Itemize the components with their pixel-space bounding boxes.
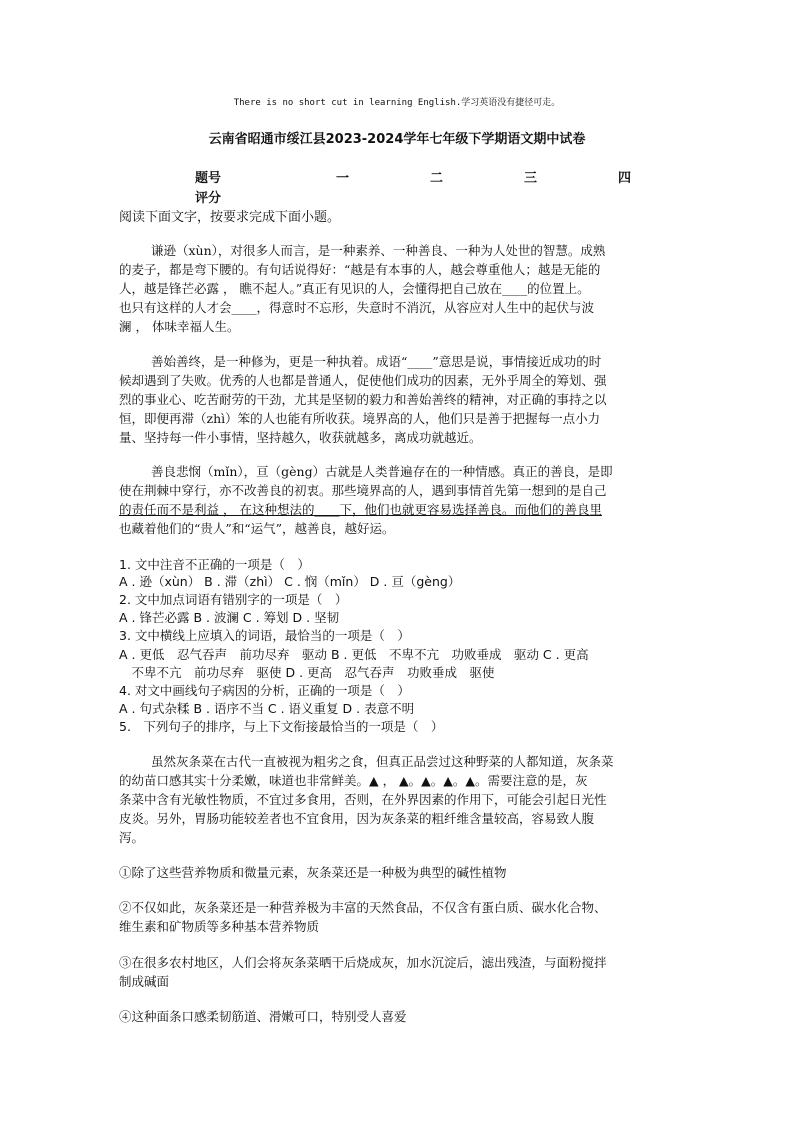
passage-2-line: 泻。 bbox=[119, 830, 145, 845]
passage-2-line: 的幼苗口感其实十分柔嫩，味道也非常鲜美。▲ ， ▲。▲。▲。▲。需要注意的是，灰 bbox=[119, 773, 588, 788]
passage-line: 也只有这样的人才会____，得意时不忘形，失意时不消沉，从容应对人生中的起伏与波 bbox=[119, 300, 595, 315]
passage-line: 善始善终，是一种修为，更是一种执着。成语“____”意思是说，事情接近成功的时 bbox=[151, 354, 602, 369]
question-4-options: A . 句式杂糅 B . 语序不当 C . 语义重复 D . 表意不明 bbox=[119, 701, 415, 716]
passage-line: 人，越是锋芒必露 ， 瞧不起人。”真正有见识的人，会懂得把自己放在____的位置上。 bbox=[119, 281, 590, 296]
passage-line-underlined: 的责任而不是利益 ， 在这种想法的____下，他们也就更容易选择善良。而他们的善良里 bbox=[119, 502, 602, 517]
passage-line: 谦逊（xùn），对很多人而言，是一种素养、一种善良、一种为人处世的智慧。成熟 bbox=[151, 243, 606, 258]
question-4-stem: 4. 对文中画线句子病因的分析，正确的一项是（ ） bbox=[119, 683, 410, 698]
sentence-2-continued: 维生素和矿物质等多种基本营养物质 bbox=[119, 919, 320, 934]
sentence-3: ③在很多农村地区，人们会将灰条菜晒干后烧成灰，加水沉淀后，滤出残渣，与面粉搅拌 bbox=[119, 955, 607, 970]
passage-line: 恒，即便再滞（zhì）笨的人也能有所收获。境界高的人，他们只是善于把握每一点小力 bbox=[119, 411, 601, 426]
score-table-row-label: 题号 bbox=[195, 171, 222, 186]
question-3-options: A . 更低 忍气吞声 前功尽弃 驱动 B . 更低 不卑不亢 功败垂成 驱动 C . 更高 bbox=[119, 647, 589, 662]
question-2-options: A . 锋芒必露 B . 波澜 C . 筹划 D . 坚韧 bbox=[119, 610, 340, 625]
sentence-4: ④这种面条口感柔韧筋道、滑嫩可口，特别受人喜爱 bbox=[119, 1009, 407, 1024]
score-table-col-4: 四 bbox=[618, 171, 632, 186]
passage-line: 澜 ， 体味幸福人生。 bbox=[119, 319, 240, 334]
sentence-2: ②不仅如此，灰条菜还是一种营养极为丰富的天然食品，不仅含有蛋白质、碳水化合物、 bbox=[119, 900, 607, 915]
passage-line: 候却遇到了失败。优秀的人也都是普通人，促使他们成功的因素，无外乎周全的筹划、强 bbox=[119, 373, 607, 388]
score-table-col-3: 三 bbox=[524, 171, 538, 186]
passage-line: 烈的事业心、吃苦耐劳的干劲，尤其是坚韧的毅力和善始善终的精神，对正确的事持之以 bbox=[119, 392, 607, 407]
passage-2-line: 皮炎。另外，胃肠功能较差者也不宜食用，因为灰条菜的粗纤维含量较高，容易致人腹 bbox=[119, 811, 595, 826]
score-table-col-2: 二 bbox=[430, 171, 444, 186]
exam-title: 云南省昭通市绥江县2023-2024学年七年级下学期语文期中试卷 bbox=[208, 132, 586, 147]
instruction: 阅读下面文字，按要求完成下面小题。 bbox=[119, 210, 341, 225]
passage-2-line: 条菜中含有光敏性物质，不宜过多食用，否则，在外界因素的作用下，可能会引起日光性 bbox=[119, 792, 607, 807]
passage-2-line: 虽然灰条菜在古代一直被视为粗劣之食，但真正品尝过这种野菜的人都知道，灰条菜 bbox=[151, 754, 614, 769]
question-1-options: A . 逊（xùn） B . 滞（zhì） C . 悯（mǐn） D . 亘（gèng） bbox=[119, 574, 461, 589]
header-motto: There is no short cut in learning English.学习英语没有捷径可走。 bbox=[233, 98, 561, 108]
passage-line: 的麦子，都是弯下腰的。有句话说得好：“越是有本事的人，越会尊重他人；越是无能的 bbox=[119, 262, 601, 277]
question-3-options-continued: 不卑不亢 前功尽弃 驱使 D . 更高 忍气吞声 功败垂成 驱使 bbox=[119, 665, 495, 680]
sentence-3-continued: 制成碱面 bbox=[119, 974, 170, 989]
passage-line: 量、坚持每一件小事情，坚持越久，收获就越多，离成功就越近。 bbox=[119, 430, 482, 445]
question-3-stem: 3. 文中横线上应填入的词语，最恰当的一项是（ ） bbox=[119, 628, 410, 643]
passage-line: 善良悲悯（mǐn），亘（gèng）古就是人类普遍存在的一种情感。真正的善良，是即 bbox=[151, 464, 613, 479]
score-table-score-label: 评分 bbox=[195, 191, 222, 206]
passage-line: 也藏着他们的“贵人”和“运气”，越善良，越好运。 bbox=[119, 521, 395, 536]
score-table-col-1: 一 bbox=[336, 171, 350, 186]
question-1-stem: 1. 文中注音不正确的一项是（ ） bbox=[119, 557, 310, 572]
question-5-stem: 5. 下列句子的排序，与上下文衔接最恰当的一项是（ ） bbox=[119, 719, 444, 734]
question-2-stem: 2. 文中加点词语有错别字的一项是（ ） bbox=[119, 592, 348, 607]
passage-line: 使在荆棘中穿行，亦不改善良的初衷。那些境界高的人，遇到事情首先第一想到的是自己 bbox=[119, 483, 607, 498]
sentence-1: ①除了这些营养物质和微量元素，灰条菜还是一种极为典型的碱性植物 bbox=[119, 865, 507, 880]
